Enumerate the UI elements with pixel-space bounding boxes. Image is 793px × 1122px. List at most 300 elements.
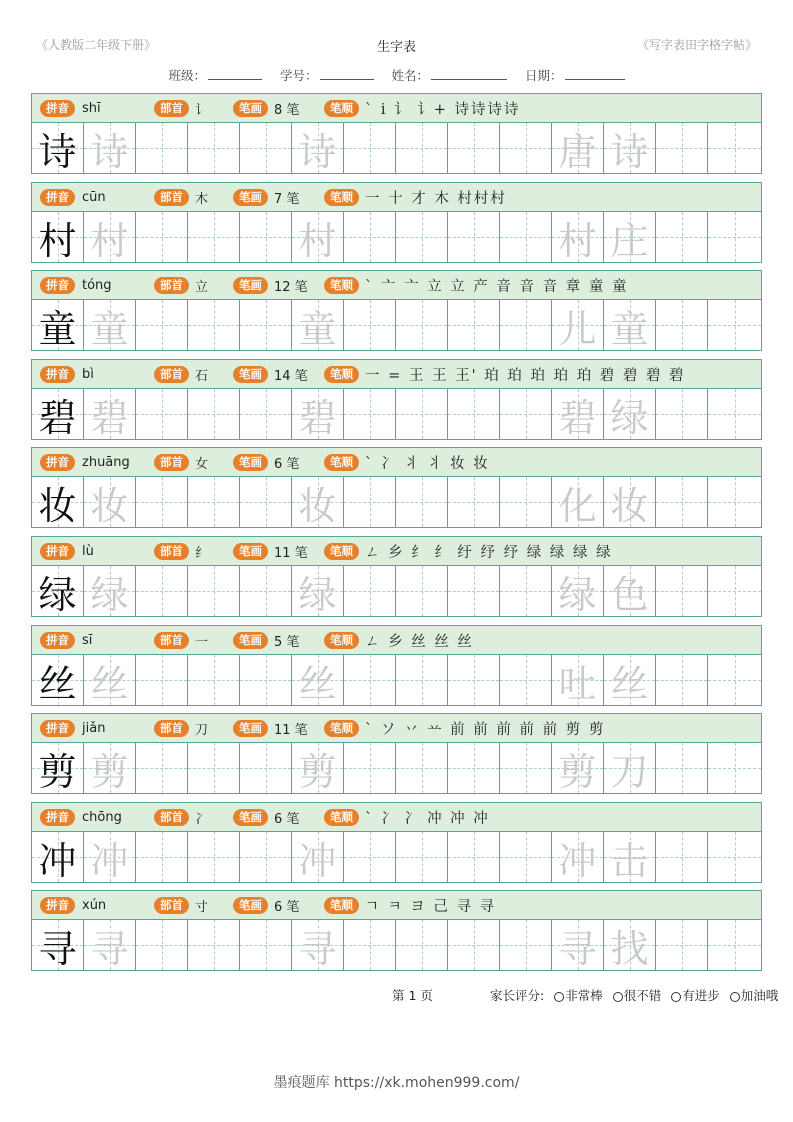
pinyin-badge: 拼音 (40, 543, 75, 560)
writing-cell[interactable] (292, 300, 344, 350)
writing-cell[interactable] (84, 123, 136, 173)
writing-cell[interactable] (552, 832, 604, 882)
writing-cell[interactable] (604, 566, 656, 616)
stroke-order: ` 冫 丬 丬 妆 妆 (365, 455, 490, 472)
trace-character: 童 (298, 306, 337, 351)
model-character: 童 (38, 306, 77, 351)
writing-cell[interactable] (396, 477, 448, 527)
writing-cell[interactable] (708, 389, 761, 439)
trace-character: 妆 (298, 483, 337, 528)
writing-cell[interactable] (344, 300, 396, 350)
pinyin-badge: 拼音 (40, 366, 75, 383)
pinyin-badge: 拼音 (40, 454, 75, 471)
writing-cell[interactable] (292, 920, 344, 970)
writing-cell[interactable] (656, 832, 708, 882)
radical-value: 冫 (195, 811, 209, 827)
word-trace-character: 找 (610, 926, 649, 971)
character-info-bar (31, 270, 762, 300)
writing-cell[interactable] (604, 743, 656, 793)
writing-cell[interactable] (188, 743, 240, 793)
strokes-value: 6 笔 (274, 456, 300, 472)
pinyin-badge: 拼音 (40, 100, 75, 117)
trace-character: 绿 (298, 572, 337, 617)
book-title: 《人教版二年级下册》 (36, 38, 157, 52)
word-trace-character: 寻 (558, 926, 597, 971)
writing-cell[interactable] (500, 389, 552, 439)
writing-cell[interactable] (448, 832, 500, 882)
tianzige-grid (31, 388, 762, 440)
writing-cell[interactable] (500, 477, 552, 527)
radical-value: 一 (195, 634, 209, 650)
character-block (31, 802, 762, 882)
writing-cell[interactable] (188, 832, 240, 882)
radical-badge: 部首 (154, 366, 189, 383)
writing-cell[interactable] (448, 566, 500, 616)
writing-cell[interactable] (292, 212, 344, 262)
writing-cell[interactable] (448, 655, 500, 705)
writing-cell[interactable] (448, 212, 500, 262)
writing-cell[interactable] (136, 920, 188, 970)
character-block (31, 359, 762, 439)
strokes-value: 14 笔 (274, 368, 308, 384)
writing-cell[interactable] (188, 920, 240, 970)
strokes-value: 8 笔 (274, 102, 300, 118)
writing-cell[interactable] (656, 123, 708, 173)
writing-cell[interactable] (240, 566, 292, 616)
pinyin-value: zhuāng (82, 454, 130, 470)
writing-cell[interactable] (604, 389, 656, 439)
trace-character: 诗 (90, 129, 129, 174)
writing-cell[interactable] (292, 566, 344, 616)
writing-cell[interactable] (32, 566, 84, 616)
writing-cell[interactable] (448, 123, 500, 173)
strokes-badge: 笔画 (233, 366, 268, 383)
order-badge: 笔顺 (324, 809, 359, 826)
writing-cell[interactable] (136, 212, 188, 262)
stroke-order: ㄱ ㅋ ヨ 己 寻 寻 (365, 898, 497, 915)
writing-cell[interactable] (500, 743, 552, 793)
writing-cell[interactable] (552, 300, 604, 350)
pinyin-value: sī (82, 632, 93, 648)
writing-cell[interactable] (292, 832, 344, 882)
writing-cell[interactable] (240, 123, 292, 173)
writing-cell[interactable] (656, 300, 708, 350)
writing-cell[interactable] (344, 743, 396, 793)
writing-cell[interactable] (292, 123, 344, 173)
order-badge: 笔顺 (324, 366, 359, 383)
writing-cell[interactable] (396, 566, 448, 616)
trace-character: 绿 (90, 572, 129, 617)
writing-cell[interactable] (552, 212, 604, 262)
radical-value: 石 (195, 368, 209, 384)
strokes-value: 11 笔 (274, 722, 308, 738)
radical-badge: 部首 (154, 100, 189, 117)
writing-cell[interactable] (84, 832, 136, 882)
writing-cell[interactable] (500, 123, 552, 173)
writing-cell[interactable] (84, 389, 136, 439)
word-trace-character: 妆 (610, 483, 649, 528)
strokes-value: 6 笔 (274, 899, 300, 915)
writing-cell[interactable] (708, 743, 761, 793)
writing-cell[interactable] (500, 920, 552, 970)
stroke-order: ` ⅰ 讠 讠+ 诗诗诗诗 (365, 101, 521, 118)
tianzige-grid (31, 476, 762, 528)
writing-cell[interactable] (136, 389, 188, 439)
word-trace-character: 村 (558, 218, 597, 263)
writing-cell[interactable] (656, 477, 708, 527)
stroke-order: ` 冫 冫 冲 冲 冲 (365, 810, 490, 827)
writing-cell[interactable] (32, 477, 84, 527)
word-trace-character: 童 (610, 306, 649, 351)
tianzige-grid (31, 299, 762, 351)
writing-cell[interactable] (188, 477, 240, 527)
word-trace-character: 绿 (558, 572, 597, 617)
writing-cell[interactable] (448, 389, 500, 439)
writing-cell[interactable] (552, 920, 604, 970)
tianzige-grid (31, 742, 762, 794)
watermark: 墨痕题库 https://xk.mohen999.com/ (273, 1075, 520, 1091)
writing-cell[interactable] (188, 123, 240, 173)
writing-cell[interactable] (84, 566, 136, 616)
trace-character: 村 (298, 218, 337, 263)
writing-cell[interactable] (240, 300, 292, 350)
radical-value: 立 (195, 279, 209, 295)
character-block (31, 536, 762, 616)
writing-cell[interactable] (136, 566, 188, 616)
trace-character: 丝 (90, 661, 129, 706)
writing-cell[interactable] (448, 743, 500, 793)
radical-badge: 部首 (154, 720, 189, 737)
character-block (31, 270, 762, 350)
pinyin-value: xún (82, 897, 107, 913)
writing-cell[interactable] (32, 832, 84, 882)
date-label: 日期： (524, 68, 563, 83)
writing-cell[interactable] (604, 655, 656, 705)
writing-cell[interactable] (32, 300, 84, 350)
series-title: 《写字表田字格字帖》 (636, 38, 757, 52)
model-character: 碧 (38, 395, 77, 440)
rating-option[interactable]: 加油哦 (730, 988, 779, 1003)
parent-rating (490, 986, 778, 1004)
pinyin-value: cūn (82, 189, 106, 205)
writing-cell[interactable] (604, 123, 656, 173)
character-info-bar (31, 625, 762, 655)
writing-cell[interactable] (84, 212, 136, 262)
strokes-badge: 笔画 (233, 100, 268, 117)
rating-option[interactable]: 很不错 (613, 988, 662, 1003)
writing-cell[interactable] (32, 123, 84, 173)
tianzige-grid (31, 831, 762, 883)
word-trace-character: 丝 (610, 661, 649, 706)
id-field[interactable] (320, 67, 374, 80)
writing-cell[interactable] (656, 389, 708, 439)
word-trace-character: 剪 (558, 749, 597, 794)
tianzige-grid (31, 654, 762, 706)
date-field[interactable] (565, 67, 625, 80)
word-trace-character: 冲 (558, 838, 597, 883)
writing-cell[interactable] (604, 832, 656, 882)
page-number: 第 1 页 (392, 988, 433, 1003)
character-block (31, 890, 762, 970)
character-info-bar (31, 713, 762, 743)
writing-cell[interactable] (84, 743, 136, 793)
writing-cell[interactable] (136, 300, 188, 350)
writing-cell[interactable] (448, 300, 500, 350)
pinyin-badge: 拼音 (40, 189, 75, 206)
writing-cell[interactable] (552, 123, 604, 173)
tianzige-grid (31, 919, 762, 971)
trace-character: 童 (90, 306, 129, 351)
character-info-bar (31, 802, 762, 832)
word-trace-character: 儿 (558, 306, 597, 351)
order-badge: 笔顺 (324, 454, 359, 471)
writing-cell[interactable] (292, 477, 344, 527)
strokes-badge: 笔画 (233, 720, 268, 737)
pinyin-badge: 拼音 (40, 720, 75, 737)
writing-cell[interactable] (136, 832, 188, 882)
writing-cell[interactable] (32, 389, 84, 439)
rating-label: 家长评分: (490, 988, 545, 1003)
writing-cell[interactable] (32, 920, 84, 970)
name-label: 姓名： (391, 68, 429, 83)
rating-option[interactable]: 非常棒 (554, 988, 603, 1003)
writing-cell[interactable] (708, 566, 761, 616)
stroke-order: ㄥ 乡 丝 丝 丝 (365, 633, 474, 650)
pinyin-badge: 拼音 (40, 897, 75, 914)
trace-character: 寻 (90, 926, 129, 971)
order-badge: 笔顺 (324, 632, 359, 649)
writing-cell[interactable] (604, 300, 656, 350)
writing-cell[interactable] (396, 300, 448, 350)
writing-cell[interactable] (552, 389, 604, 439)
writing-cell[interactable] (500, 300, 552, 350)
writing-cell[interactable] (396, 655, 448, 705)
order-badge: 笔顺 (324, 189, 359, 206)
strokes-badge: 笔画 (233, 897, 268, 914)
writing-cell[interactable] (32, 655, 84, 705)
writing-cell[interactable] (32, 212, 84, 262)
writing-cell[interactable] (552, 655, 604, 705)
writing-cell[interactable] (604, 212, 656, 262)
writing-cell[interactable] (656, 566, 708, 616)
writing-cell[interactable] (344, 477, 396, 527)
model-character: 冲 (38, 838, 77, 883)
model-character: 剪 (38, 749, 77, 794)
writing-cell[interactable] (656, 212, 708, 262)
writing-cell[interactable] (396, 212, 448, 262)
pinyin-value: jiǎn (82, 720, 106, 736)
word-trace-character: 诗 (610, 129, 649, 174)
writing-cell[interactable] (292, 389, 344, 439)
strokes-badge: 笔画 (233, 543, 268, 560)
radical-value: 木 (195, 191, 209, 207)
page-title: 生字表 (376, 40, 416, 55)
character-block (31, 182, 762, 262)
word-trace-character: 碧 (558, 395, 597, 440)
character-info-bar (31, 93, 762, 123)
tianzige-grid (31, 565, 762, 617)
writing-cell[interactable] (188, 212, 240, 262)
model-character: 妆 (38, 483, 77, 528)
radical-value: 女 (195, 456, 209, 472)
writing-cell[interactable] (188, 300, 240, 350)
pinyin-value: lù (82, 543, 94, 559)
tianzige-grid (31, 122, 762, 174)
pinyin-value: chōng (82, 809, 122, 825)
writing-cell[interactable] (552, 743, 604, 793)
writing-cell[interactable] (604, 920, 656, 970)
writing-cell[interactable] (708, 300, 761, 350)
class-field[interactable] (208, 67, 262, 80)
model-character: 寻 (38, 926, 77, 971)
id-label: 学号： (279, 68, 318, 83)
writing-cell[interactable] (656, 743, 708, 793)
stroke-order: ㄥ 乡 纟 纟 纡 纾 纾 绿 绿 绿 绿 (365, 544, 613, 561)
model-character: 丝 (38, 661, 77, 706)
writing-cell[interactable] (656, 920, 708, 970)
writing-cell[interactable] (292, 655, 344, 705)
writing-cell[interactable] (552, 477, 604, 527)
strokes-value: 5 笔 (274, 634, 300, 650)
writing-cell[interactable] (240, 832, 292, 882)
writing-cell[interactable] (448, 477, 500, 527)
trace-character: 妆 (90, 483, 129, 528)
writing-cell[interactable] (344, 212, 396, 262)
writing-cell[interactable] (396, 123, 448, 173)
trace-character: 碧 (298, 395, 337, 440)
pinyin-badge: 拼音 (40, 809, 75, 826)
pinyin-badge: 拼音 (40, 277, 75, 294)
radical-badge: 部首 (154, 189, 189, 206)
writing-cell[interactable] (396, 920, 448, 970)
writing-cell[interactable] (448, 920, 500, 970)
writing-cell[interactable] (344, 832, 396, 882)
pinyin-badge: 拼音 (40, 632, 75, 649)
writing-cell[interactable] (188, 389, 240, 439)
writing-cell[interactable] (136, 477, 188, 527)
strokes-value: 7 笔 (274, 191, 300, 207)
writing-cell[interactable] (240, 389, 292, 439)
order-badge: 笔顺 (324, 277, 359, 294)
tianzige-grid (31, 211, 762, 263)
trace-character: 剪 (90, 749, 129, 794)
writing-cell[interactable] (136, 123, 188, 173)
writing-cell[interactable] (136, 655, 188, 705)
writing-cell[interactable] (344, 123, 396, 173)
word-trace-character: 唐 (558, 129, 597, 174)
strokes-value: 12 笔 (274, 279, 308, 295)
strokes-badge: 笔画 (233, 454, 268, 471)
student-info (0, 66, 793, 84)
radical-value: 刀 (195, 722, 209, 738)
rating-option[interactable]: 有进步 (671, 988, 720, 1003)
character-block (31, 713, 762, 793)
trace-character: 诗 (298, 129, 337, 174)
radical-value: 讠 (195, 102, 209, 118)
writing-cell[interactable] (240, 477, 292, 527)
writing-cell[interactable] (708, 655, 761, 705)
writing-cell[interactable] (240, 212, 292, 262)
radical-badge: 部首 (154, 277, 189, 294)
writing-cell[interactable] (344, 655, 396, 705)
trace-character: 冲 (90, 838, 129, 883)
radical-badge: 部首 (154, 632, 189, 649)
pinyin-value: bì (82, 366, 94, 382)
writing-cell[interactable] (84, 655, 136, 705)
strokes-badge: 笔画 (233, 809, 268, 826)
word-trace-character: 化 (558, 483, 597, 528)
writing-cell[interactable] (552, 566, 604, 616)
character-block (31, 447, 762, 527)
writing-cell[interactable] (84, 477, 136, 527)
radical-badge: 部首 (154, 809, 189, 826)
writing-cell[interactable] (500, 212, 552, 262)
model-character: 绿 (38, 572, 77, 617)
writing-cell[interactable] (32, 743, 84, 793)
radical-value: 纟 (195, 545, 209, 561)
radical-value: 寸 (195, 899, 209, 915)
writing-cell[interactable] (604, 477, 656, 527)
writing-cell[interactable] (344, 566, 396, 616)
writing-cell[interactable] (344, 389, 396, 439)
model-character: 诗 (38, 129, 77, 174)
trace-character: 寻 (298, 926, 337, 971)
writing-cell[interactable] (708, 123, 761, 173)
writing-cell[interactable] (396, 389, 448, 439)
writing-cell[interactable] (188, 655, 240, 705)
order-badge: 笔顺 (324, 897, 359, 914)
writing-cell[interactable] (708, 212, 761, 262)
radical-badge: 部首 (154, 454, 189, 471)
writing-cell[interactable] (136, 743, 188, 793)
trace-character: 村 (90, 218, 129, 263)
writing-cell[interactable] (240, 743, 292, 793)
writing-cell[interactable] (344, 920, 396, 970)
writing-cell[interactable] (708, 477, 761, 527)
stroke-order: ` ソ 丷 䒑 前 前 前 前 前 剪 剪 (365, 721, 606, 738)
stroke-order: ` 亠 亠 立 立 产 音 音 音 章 童 童 (365, 278, 629, 295)
writing-cell[interactable] (84, 300, 136, 350)
writing-cell[interactable] (396, 743, 448, 793)
writing-cell[interactable] (188, 566, 240, 616)
word-trace-character: 色 (610, 572, 649, 617)
character-info-bar (31, 447, 762, 477)
class-label: 班级： (168, 68, 206, 83)
writing-cell[interactable] (500, 655, 552, 705)
writing-cell[interactable] (396, 832, 448, 882)
writing-cell[interactable] (240, 920, 292, 970)
character-block (31, 93, 762, 173)
trace-character: 冲 (298, 838, 337, 883)
writing-cell[interactable] (84, 920, 136, 970)
trace-character: 碧 (90, 395, 129, 440)
writing-cell[interactable] (500, 832, 552, 882)
order-badge: 笔顺 (324, 543, 359, 560)
writing-cell[interactable] (240, 655, 292, 705)
trace-character: 剪 (298, 749, 337, 794)
word-trace-character: 绿 (610, 395, 649, 440)
strokes-value: 6 笔 (274, 811, 300, 827)
writing-cell[interactable] (656, 655, 708, 705)
name-field[interactable] (431, 67, 507, 80)
writing-cell[interactable] (708, 832, 761, 882)
stroke-order: 一 十 才 木 村村村 (365, 190, 507, 207)
writing-cell[interactable] (708, 920, 761, 970)
pinyin-value: shī (82, 100, 101, 116)
character-info-bar (31, 359, 762, 389)
writing-cell[interactable] (500, 566, 552, 616)
writing-cell[interactable] (292, 743, 344, 793)
